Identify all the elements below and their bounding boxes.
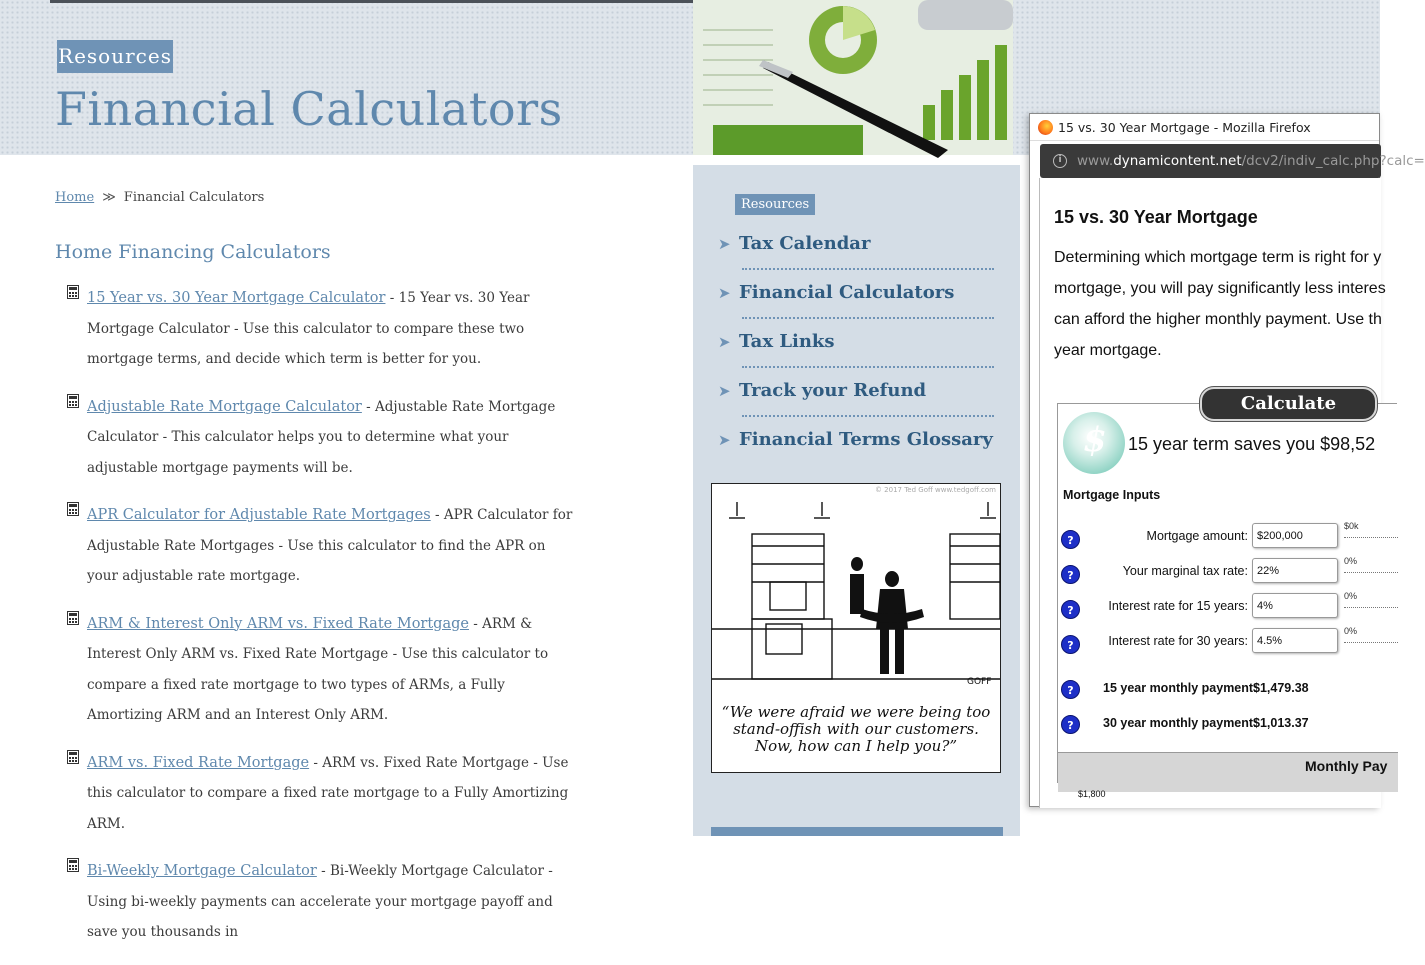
input-row-rate-30 xyxy=(1058,628,1398,658)
list-item xyxy=(67,392,577,484)
window-titlebar[interactable] xyxy=(1030,114,1379,141)
calculator-icon xyxy=(67,611,79,625)
dotted-divider xyxy=(742,268,994,270)
help-icon[interactable]: ? xyxy=(1061,635,1080,654)
slider-track[interactable] xyxy=(1344,642,1398,643)
sidebar-item-tax-calendar[interactable] xyxy=(718,231,994,280)
url-text[interactable] xyxy=(1077,153,1425,169)
header-photo-finance-documents xyxy=(693,0,1013,155)
inputs-title: Mortgage Inputs xyxy=(1063,488,1161,502)
firefox-logo-icon xyxy=(1038,120,1053,135)
help-icon[interactable]: ? xyxy=(1061,715,1080,734)
sidebar-nav xyxy=(718,231,994,476)
sidebar-item-tax-links[interactable] xyxy=(718,329,994,378)
list-item xyxy=(67,283,577,375)
help-icon[interactable]: ? xyxy=(1061,600,1080,619)
dotted-divider xyxy=(742,366,994,368)
slider-track[interactable] xyxy=(1344,572,1398,573)
chart-axis-label: $1,800 xyxy=(1078,789,1106,799)
calc-description: - 15 Year vs. 30 Year Mortgage Calculator - Use this calculator to compare these two mortgage terms, and decide which term is better for you. xyxy=(87,290,530,367)
sidebar xyxy=(693,165,1020,836)
calc-description: - APR Calculator for Adjustable Rate Mortgages - Use this calculator to find the APR on your adjustable rate mortgage. xyxy=(87,507,573,584)
calc-link-15-vs-30[interactable]: 15 Year vs. 30 Year Mortgage Calculator xyxy=(87,290,386,306)
arrow-right-icon: ➤ xyxy=(718,333,731,351)
input-label: Your marginal tax rate: xyxy=(1122,564,1248,578)
cartoon-drawing xyxy=(712,484,1000,699)
input-label: Interest rate for 15 years: xyxy=(1108,599,1248,613)
calculator-icon xyxy=(67,858,79,872)
arrow-right-icon: ➤ xyxy=(718,382,731,400)
calculator-heading: 15 vs. 30 Year Mortgage xyxy=(1054,207,1258,227)
calculator-icon xyxy=(67,750,79,764)
logo-glyph: $ xyxy=(1083,420,1107,460)
cartoon-signature: GOFF xyxy=(967,677,992,687)
list-item xyxy=(67,748,577,840)
calc-description: - ARM & Interest Only ARM vs. Fixed Rate Mortgage - Use this calculator to compare a fixed rate mortgage to two types of ARMs, a Fully Amortizing ARM and an Interest Only ARM. xyxy=(87,615,549,723)
calc-description: - Bi-Weekly Mortgage Calculator - Using bi-weekly payments can accelerate your mortgage payoff and save you thousands in xyxy=(87,863,553,940)
calculator-list xyxy=(67,283,577,965)
calculator-description: Determining which mortgage term is right for y mortgage, you will pay significantly less interes can afford the higher monthly payment. Use th year mortgage. xyxy=(1054,249,1386,359)
dotted-divider xyxy=(742,317,994,319)
input-label: Mortgage amount: xyxy=(1146,529,1248,543)
breadcrumb-current: Financial Calculators xyxy=(123,190,265,205)
monthly-payment-chart-header xyxy=(1058,752,1398,799)
output-row-15-payment xyxy=(1058,675,1398,705)
input-row-tax-rate xyxy=(1058,558,1398,588)
window-title: 15 vs. 30 Year Mortgage - Mozilla Firefox xyxy=(1058,120,1311,135)
calc-link-apr-arm[interactable]: APR Calculator for Adjustable Rate Mortgages xyxy=(87,507,431,523)
help-icon[interactable]: ? xyxy=(1061,530,1080,549)
rate-15-input[interactable] xyxy=(1252,593,1338,618)
list-item xyxy=(67,856,577,948)
slider-min-label: 0% xyxy=(1344,556,1358,566)
finance-photo-illustration xyxy=(693,0,1013,155)
url-path: /dcv2/indiv_calc.php?calc= xyxy=(1241,153,1425,169)
calculator-page xyxy=(1039,178,1388,808)
resources-badge: Resources xyxy=(57,40,173,73)
sidebar-resources-badge: Resources xyxy=(735,194,815,215)
output-row-30-payment xyxy=(1058,710,1398,740)
output-value: $1,013.37 xyxy=(1253,716,1309,730)
input-label: Interest rate for 30 years: xyxy=(1108,634,1248,648)
slider-track[interactable] xyxy=(1344,607,1398,608)
sidebar-item-label[interactable]: Tax Links xyxy=(739,331,835,352)
arrow-right-icon: ➤ xyxy=(718,431,731,449)
calc-description: - ARM vs. Fixed Rate Mortgage - Use this calculator to compare a fixed rate mortgage to a Fully Amortizing ARM. xyxy=(87,754,569,832)
tax-rate-input[interactable] xyxy=(1252,558,1338,583)
arrow-right-icon: ➤ xyxy=(718,235,731,253)
cartoon-credit: © 2017 Ted Goff www.tedgoff.com xyxy=(874,486,996,494)
calculator-panel xyxy=(1057,403,1397,799)
sidebar-item-label[interactable]: Financial Calculators xyxy=(739,282,955,303)
help-icon[interactable]: ? xyxy=(1061,680,1080,699)
cartoon-caption: “We were afraid we were being too stand-offish with our customers. Now, how can I help you?” xyxy=(721,703,991,755)
sidebar-item-label[interactable]: Track your Refund xyxy=(739,380,927,401)
breadcrumb xyxy=(55,190,264,205)
firefox-popup-window[interactable] xyxy=(1029,113,1425,807)
sidebar-item-financial-calculators[interactable] xyxy=(718,280,994,329)
output-label: 30 year monthly payment: xyxy=(1103,716,1258,730)
page-title: Financial Calculators xyxy=(55,82,563,136)
breadcrumb-home-link[interactable]: Home xyxy=(55,190,95,205)
output-label: 15 year monthly payment: xyxy=(1103,681,1258,695)
input-row-mortgage-amount xyxy=(1058,523,1398,553)
slider-min-label: 0% xyxy=(1344,626,1358,636)
calc-link-arm-vs-fixed[interactable]: ARM vs. Fixed Rate Mortgage xyxy=(87,754,310,771)
calculator-icon xyxy=(67,502,79,516)
header-top-rule xyxy=(50,0,693,3)
url-bar[interactable] xyxy=(1040,144,1425,178)
sidebar-item-label[interactable]: Financial Terms Glossary xyxy=(739,429,993,450)
sidebar-bottom-bar xyxy=(711,827,1003,836)
input-row-rate-15 xyxy=(1058,593,1398,623)
dotted-divider xyxy=(742,415,994,417)
output-value: $1,479.38 xyxy=(1253,681,1309,695)
url-domain: dynamicontent.net xyxy=(1113,153,1242,169)
calculator-icon xyxy=(67,394,79,408)
rate-30-input[interactable] xyxy=(1252,628,1338,653)
arrow-right-icon: ➤ xyxy=(718,284,731,302)
slider-min-label: $0k xyxy=(1344,521,1359,531)
section-title: Home Financing Calculators xyxy=(55,241,331,263)
chart-header-label: Monthly Pay xyxy=(1305,758,1388,774)
list-item xyxy=(67,609,577,731)
calculator-result: 15 year term saves you $98,52 xyxy=(1128,434,1376,454)
slider-min-label: 0% xyxy=(1344,591,1358,601)
url-prefix: www. xyxy=(1077,153,1114,169)
breadcrumb-separator: ≫ xyxy=(102,190,116,205)
info-icon[interactable]: i xyxy=(1053,154,1067,168)
calc-link-adjustable-rate[interactable]: Adjustable Rate Mortgage Calculator xyxy=(87,398,362,415)
sidebar-item-label[interactable]: Tax Calendar xyxy=(739,233,871,254)
calc-link-interest-only-arm[interactable]: ARM & Interest Only ARM vs. Fixed Rate Mortgage xyxy=(87,615,469,632)
calculator-icon xyxy=(67,285,79,299)
help-icon[interactable]: ? xyxy=(1061,565,1080,584)
list-item xyxy=(67,500,577,592)
calc-link-bi-weekly[interactable]: Bi-Weekly Mortgage Calculator xyxy=(87,863,317,879)
slider-track[interactable] xyxy=(1344,537,1398,538)
sidebar-item-glossary[interactable] xyxy=(718,427,994,476)
dollar-logo-icon xyxy=(1063,412,1125,474)
cartoon xyxy=(711,483,1001,773)
mortgage-amount-input[interactable] xyxy=(1252,523,1338,548)
sidebar-item-track-refund[interactable] xyxy=(718,378,994,427)
calc-description: - Adjustable Rate Mortgage Calculator - This calculator helps you to determine what your adjustable mortgage payments will be. xyxy=(87,398,556,476)
calculate-button[interactable]: Calculate xyxy=(1200,387,1377,421)
